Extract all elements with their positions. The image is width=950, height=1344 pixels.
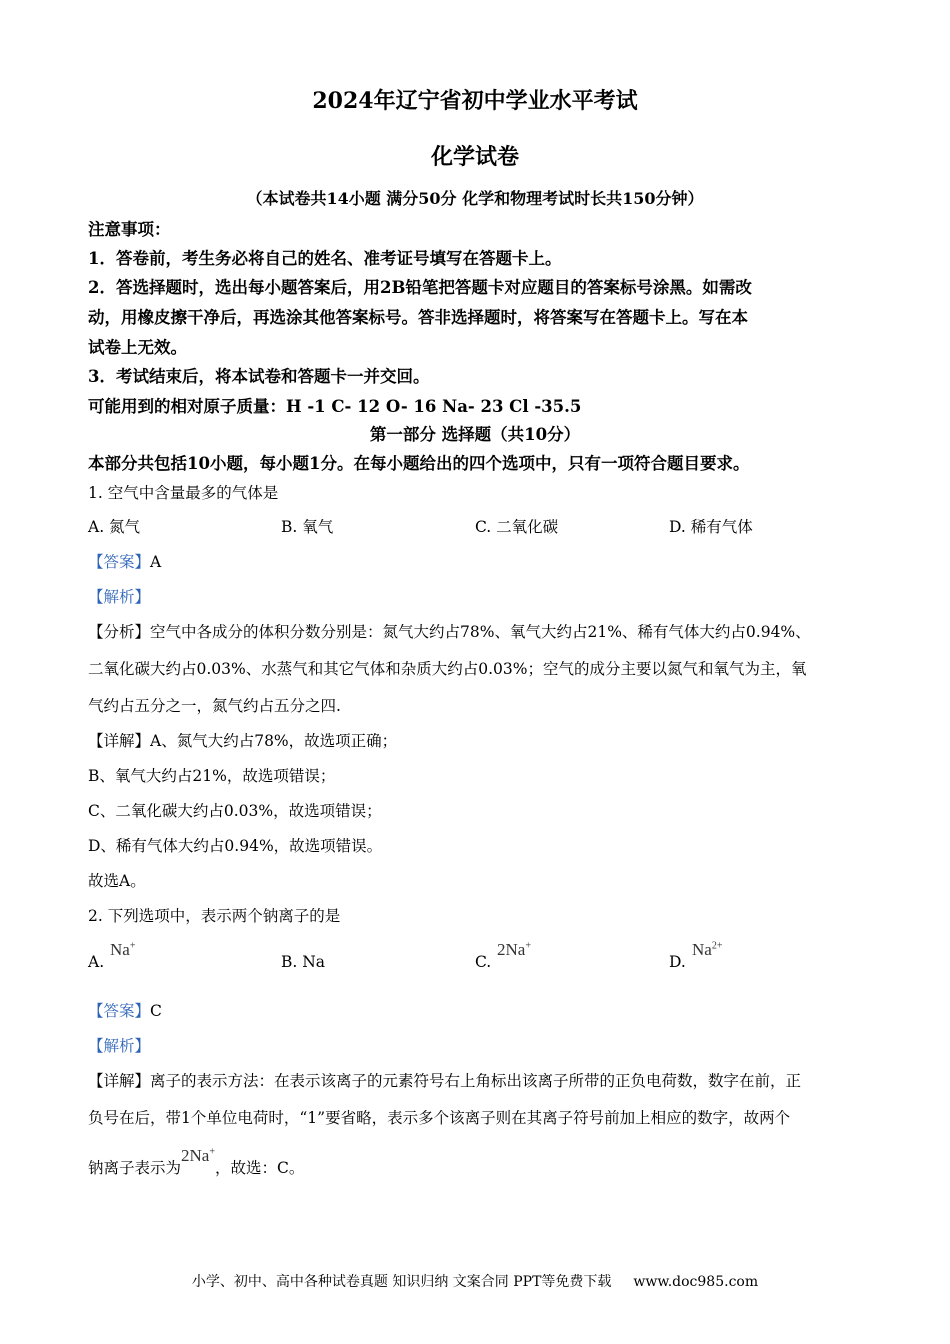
q1-answer-label: 【答案】 (88, 553, 151, 571)
q2-analysis-label: 【解析】 (88, 1037, 151, 1055)
footer-text: 小学、初中、高中各种试卷真题 知识归纳 文案合同 PPT等免费下载 (191, 1274, 612, 1290)
atomic-mass-line: 可能用到的相对原子质量：H -1 C- 12 O- 16 Na- 23 Cl -35.5 (88, 397, 582, 416)
q2-stem: 2. 下列选项中，表示两个钠离子的是 (88, 907, 341, 925)
q2-answer: C (150, 1002, 162, 1020)
q2-detail-label: 【详解】 (88, 1072, 151, 1090)
q1-fenxi-line-2: 二氧化碳大约占0.03%、水蒸气和其它气体和杂质大约占0.03%；空气的成分主要以氮气和氧气为主，氧 (88, 660, 807, 678)
q2-detail-text-1: 离子的表示方法：在表示该离子的元素符号右上角标出该离子所带的正负电荷数，数字在前，正 (150, 1072, 802, 1090)
q2-detail-formula-base: 2Na (181, 1146, 210, 1165)
q1-stem: 1. 空气中含量最多的气体是 (88, 484, 279, 502)
q2-c-formula-charge: + (525, 940, 531, 952)
q1-fenxi-line-3: 气约占五分之一，氮气约占五分之四. (88, 697, 341, 715)
q2-option-c-formula (497, 940, 531, 960)
q2-d-formula-charge: 2+ (711, 940, 723, 952)
q1-fenxi-label: 【分析】 (88, 623, 151, 641)
q1-detail-a: A、氮气大约占78%，故选项正确； (150, 732, 398, 750)
q2-d-formula-base: Na (692, 940, 712, 959)
q1-detail-b: B、氧气大约占21%，故选项错误； (88, 767, 336, 785)
notice-item-2-line-3: 试卷上无效。 (88, 338, 187, 357)
exam-title: 2024年辽宁省初中学业水平考试 (312, 88, 638, 114)
section-title: 第一部分 选择题（共10分） (369, 425, 581, 444)
q2-option-a-letter: A. (88, 953, 105, 971)
q2-a-formula-base: Na (110, 940, 130, 959)
q2-option-b: B. Na (281, 953, 326, 971)
q1-option-c: C. 二氧化碳 (475, 518, 559, 536)
q1-detail-c: C、二氧化碳大约占0.03%，故选项错误； (88, 802, 382, 820)
q2-option-d-formula (692, 940, 722, 960)
page-footer (0, 1271, 950, 1291)
q1-option-a: A. 氮气 (88, 518, 141, 536)
notice-item-2-line-1: 2．答选择题时，选出每小题答案后，用2B铅笔把答题卡对应题目的答案标号涂黑。如需改 (88, 278, 752, 297)
subject-title: 化学试卷 (430, 144, 519, 170)
q1-option-b: B. 氧气 (281, 518, 334, 536)
q2-detail-formula (181, 1146, 215, 1165)
q2-a-formula-charge: + (129, 940, 136, 952)
section-instruction: 本部分共包括10小题，每小题1分。在每小题给出的四个选项中，只有一项符合题目要求。 (88, 454, 750, 473)
q1-option-d: D. 稀有气体 (669, 518, 753, 536)
q1-analysis-label: 【解析】 (88, 588, 151, 606)
exam-subtitle: （本试卷共14小题 满分50分 化学和物理考试时长共150分钟） (246, 189, 704, 208)
q1-fenxi-text-1: 空气中各成分的体积分数分别是：氮气大约占78%、氧气大约占21%、稀有气体大约占0.94%、 (150, 623, 811, 641)
q2-detail-line-3-post: ，故选：C。 (214, 1159, 305, 1177)
q2-detail-line-2: 负号在后，带1个单位电荷时，“1”要省略，表示多个该离子则在其离子符号前加上相应的数字，故两个 (88, 1109, 791, 1127)
q1-fenxi-line-1 (88, 620, 811, 642)
q2-c-formula-base: 2Na (497, 940, 526, 959)
q2-option-a-formula (110, 940, 135, 960)
q1-detail-line-a (88, 729, 397, 751)
q2-option-c-letter: C. (475, 953, 492, 971)
q1-detail-d: D、稀有气体大约占0.94%，故选项错误。 (88, 837, 383, 855)
notice-item-3: 3．考试结束后，将本试卷和答题卡一并交回。 (88, 367, 430, 386)
q2-option-d-letter: D. (669, 953, 686, 971)
notice-item-2-line-2: 动，用橡皮擦干净后，再选涂其他答案标号。答非选择题时，将答案写在答题卡上。写在本 (88, 308, 748, 327)
q1-conclusion: 故选A。 (88, 872, 146, 890)
q2-detail-line-3 (88, 1146, 305, 1178)
q2-answer-label: 【答案】 (88, 1002, 151, 1020)
notice-heading: 注意事项： (88, 220, 171, 239)
q2-answer-row (88, 999, 162, 1021)
q2-detail-formula-charge: + (209, 1146, 215, 1158)
notice-item-1: 1．答卷前，考生务必将自己的姓名、准考证号填写在答题卡上。 (88, 249, 562, 268)
q1-answer-row (88, 550, 161, 572)
q2-detail-line-1 (88, 1069, 801, 1091)
q2-detail-line-3-pre: 钠离子表示为 (88, 1159, 182, 1177)
q1-answer: A (150, 553, 162, 571)
footer-url[interactable]: www.doc985.com (633, 1274, 759, 1290)
q1-detail-label: 【详解】 (88, 732, 151, 750)
